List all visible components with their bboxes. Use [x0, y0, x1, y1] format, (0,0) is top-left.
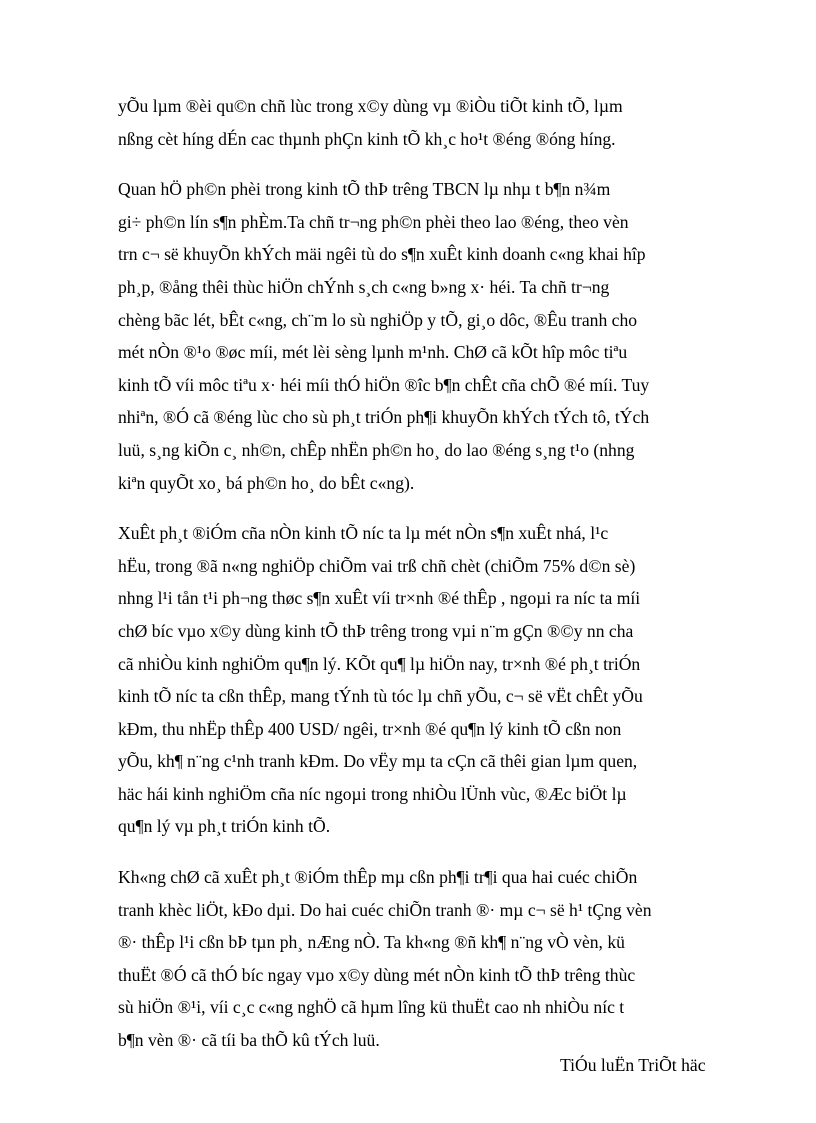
text-line: ph¸p, ®ång thêi thùc hiÖn chÝnh s¸ch c«ng b»ng x· héi. Ta chñ tr¬ng [118, 276, 610, 297]
text-line: ®· thÊp l¹i cßn bÞ tµn ph¸ nÆng nÒ. Ta kh«ng ®ñ kh¶ n¨ng vÒ vèn, kü [118, 932, 625, 953]
text-line: cã nhiÒu kinh nghiÖm qu¶n lý. KÕt qu¶ lµ hiÖn nay, tr×nh ®é ph¸t triÓn [118, 653, 641, 674]
paragraph-2 [118, 173, 726, 499]
text-line: chØ bíc vµo x©y dùng kinh tÕ thÞ trêng trong vµi n¨m gÇn ®©y nn cha [118, 620, 634, 641]
text-line: Kh«ng chØ cã xuÊt ph¸t ®iÓm thÊp mµ cßn ph¶i tr¶i qua hai cuéc chiÕn [118, 867, 638, 888]
text-line: kiªn quyÕt xo¸ bá ph©n ho¸ do bÊt c«ng). [118, 472, 415, 493]
document-body [118, 90, 726, 1075]
paragraph-3 [118, 517, 726, 843]
text-line: Quan hÖ ph©n phèi trong kinh tÕ thÞ trêng TBCN lµ nhµ t b¶n n¾m [118, 179, 611, 200]
text-line: nßng cèt híng dÉn cac thµnh phÇn kinh tÕ kh¸c ho¹t ®éng ®óng híng. [118, 128, 616, 149]
text-line: gi÷ ph©n lín s¶n phÈm.Ta chñ tr¬ng ph©n phèi theo lao ®éng, theo vèn [118, 211, 629, 232]
text-line: nhiªn, ®Ó cã ®éng lùc cho sù ph¸t triÓn ph¶i khuyÕn khÝch tÝch tô, tÝch [118, 407, 650, 428]
text-line: thuËt ®Ó cã thÓ bíc ngay vµo x©y dùng mét nÒn kinh tÕ thÞ trêng thùc [118, 964, 636, 985]
text-line: hËu, trong ®ã n«ng nghiÖp chiÕm vai trß chñ chèt (chiÕm 75% d©n sè) [118, 555, 636, 576]
paragraph-1 [118, 90, 726, 155]
text-line: XuÊt ph¸t ®iÓm cña nÒn kinh tÕ níc ta lµ mét nÒn s¶n xuÊt nhá, l¹c [118, 523, 609, 544]
text-line: trn c¬ së khuyÕn khÝch mäi ngêi tù do s¶n xuÊt kinh doanh c«ng khai hîp [118, 244, 646, 265]
text-line: kinh tÕ víi môc tiªu x· héi míi thÓ hiÖn ®îc b¶n chÊt cña chÕ ®é míi. Tuy [118, 374, 650, 395]
text-line: kÐm, thu nhËp thÊp 400 USD/ ngêi, tr×nh ®é qu¶n lý kinh tÕ cßn non [118, 718, 622, 739]
text-line: qu¶n lý vµ ph¸t triÓn kinh tÕ. [118, 816, 331, 837]
text-line: tranh khèc liÖt, kÐo dµi. Do hai cuéc chiÕn tranh ®· mµ c¬ së h¹ tÇng vèn [118, 899, 652, 920]
page-footer: TiÓu luËn TriÕt häc [560, 1055, 706, 1075]
text-line: nhng l¹i tån t¹i ph¬ng thøc s¶n xuÊt víi tr×nh ®é thÊp , ngoµi ra níc ta míi [118, 588, 641, 609]
paragraph-4 [118, 861, 726, 1057]
text-line: sù hiÖn ®¹i, víi c¸c c«ng nghÖ cã hµm lîng kü thuËt cao nh nhiÒu níc t [118, 997, 625, 1018]
text-line: häc hái kinh nghiÖm cña níc ngoµi trong nhiÒu lÜnh vùc, ®Æc biÖt lµ [118, 783, 627, 804]
text-line: mét nÒn ®¹o ®øc míi, mét lèi sèng lµnh m¹nh. ChØ cã kÕt hîp môc tiªu [118, 342, 628, 363]
text-line: yÕu, kh¶ n¨ng c¹nh tranh kÐm. Do vËy mµ ta cÇn cã thêi gian lµm quen, [118, 751, 638, 772]
text-line: b¶n vèn ®· cã tíi ba thÕ kû tÝch luü. [118, 1030, 380, 1051]
text-line: luü, s¸ng kiÕn c¸ nh©n, chÊp nhËn ph©n ho¸ do lao ®éng s¸ng t¹o (nhng [118, 439, 635, 460]
text-line: chèng bãc lét, bÊt c«ng, ch¨m lo sù nghiÖp y tÕ, gi¸o dôc, ®Êu tranh cho [118, 309, 638, 330]
text-line: yÕu lµm ®èi qu©n chñ lùc trong x©y dùng vµ ®iÒu tiÕt kinh tÕ, lµm [118, 96, 623, 116]
text-line: kinh tÕ níc ta cßn thÊp, mang tÝnh tù tóc lµ chñ yÕu, c¬ së vËt chÊt yÕu [118, 686, 643, 707]
